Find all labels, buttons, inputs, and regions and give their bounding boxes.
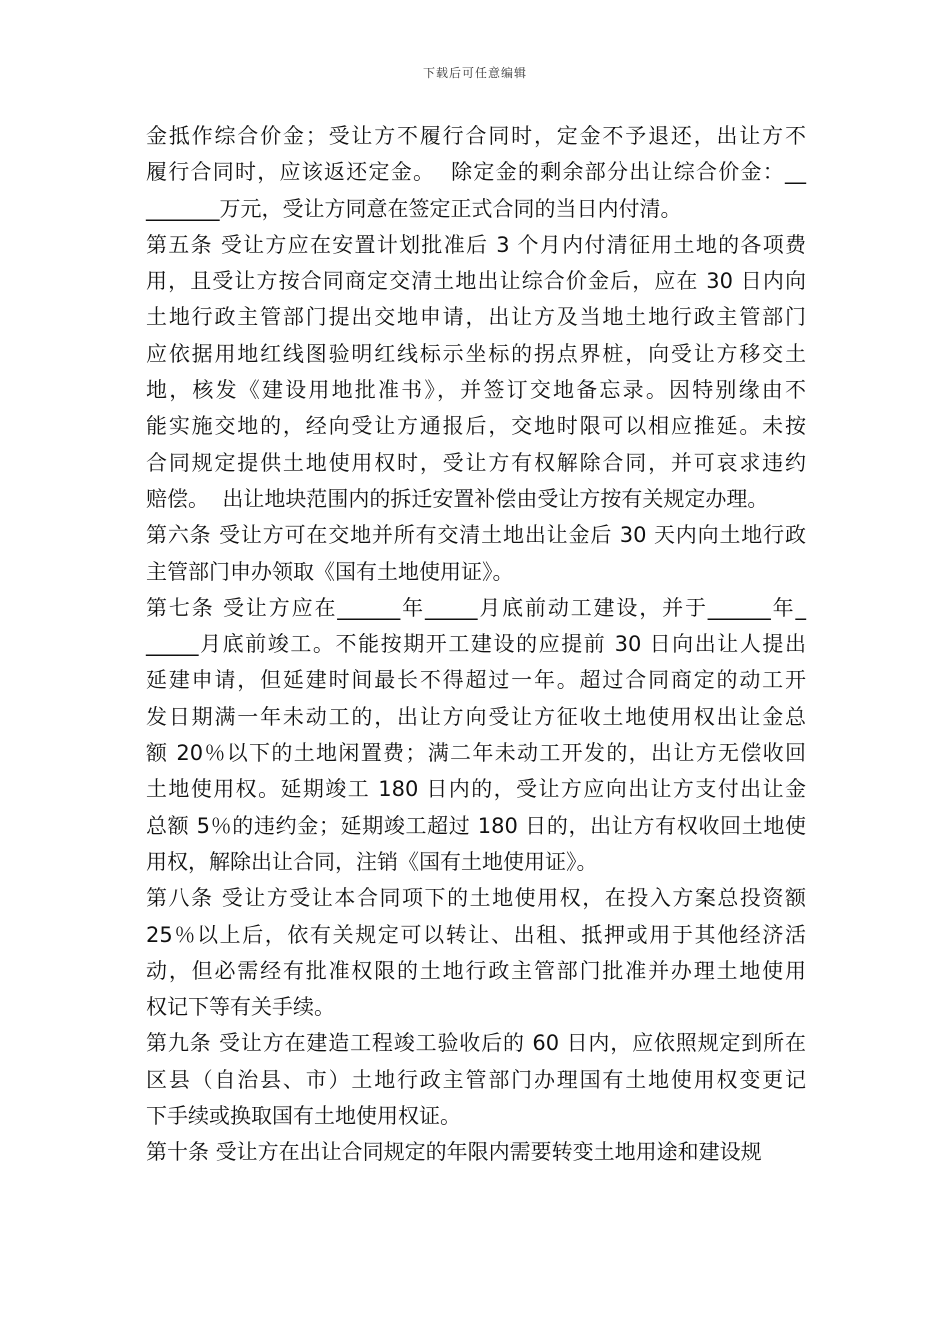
text-line: 应依据用地红线图验明红线标示坐标的拐点界桩，向受让方移交土 xyxy=(146,341,806,366)
text-line: 额 20％以下的土地闲置费；满二年未动工开发的，出让方无偿收回 xyxy=(146,741,806,766)
text-line: 土地行政主管部门提出交地申请，出让方及当地土地行政主管部门 xyxy=(146,305,806,330)
text-line: 第六条 受让方可在交地并所有交清土地出让金后 30 天内向土地行政 xyxy=(146,523,806,548)
text-line: _____月底前竣工。不能按期开工建设的应提前 30 日向出让人提出 xyxy=(146,632,806,657)
text-line: 地，核发《建设用地批准书》，并签订交地备忘录。因特别缘由不 xyxy=(146,378,806,403)
text-line: 权记下等有关手续。 xyxy=(146,995,335,1020)
text-line: 发日期满一年未动工的，出让方向受让方征收土地使用权出让金总 xyxy=(146,704,806,729)
page-header: 下载后可任意编辑 xyxy=(422,66,527,80)
text-line: 总额 5％的违约金；延期竣工超过 180 日的，出让方有权收回土地使 xyxy=(146,813,806,838)
text-line: 用，且受让方按合同商定交清土地出让综合价金后，应在 30 日内向 xyxy=(146,269,806,294)
text-line: _______万元，受让方同意在签定正式合同的当日内付清。 xyxy=(146,196,682,221)
text-line: 第十条 受让方在出让合同规定的年限内需要转变土地用途和建设规 xyxy=(146,1140,762,1165)
text-line: 第七条 受让方应在______年_____月底前动工建设，并于______年_ xyxy=(146,595,806,620)
text-line: 区县（自治县、市）土地行政主管部门办理国有土地使用权变更记 xyxy=(146,1067,806,1092)
text-line: 金抵作综合价金；受让方不履行合同时，定金不予退还，出让方不 xyxy=(146,124,806,148)
text-line: 土地使用权。延期竣工 180 日内的，受让方应向出让方支付出让金 xyxy=(146,777,806,802)
text-line: 下手续或换取国有土地使用权证。 xyxy=(146,1104,461,1129)
text-line: 第八条 受让方受让本合同项下的土地使用权，在投入方案总投资额 xyxy=(146,886,806,911)
document-body xyxy=(146,118,806,1171)
text-line: 履行合同时，应该返还定金。 除定金的剩余部分出让综合价金：__ xyxy=(146,160,806,185)
text-line: 延建申请，但延建时间最长不得超过一年。超过合同商定的动工开 xyxy=(146,668,806,693)
text-line: 第五条 受让方应在安置计划批准后 3 个月内付清征用土地的各项费 xyxy=(146,232,806,257)
text-line: 主管部门申办领取《国有土地使用证》。 xyxy=(146,559,514,584)
text-line: 合同规定提供土地使用权时，受让方有权解除合同，并可哀求违约 xyxy=(146,450,806,475)
text-line: 能实施交地的，经向受让方通报后，交地时限可以相应推延。未按 xyxy=(146,414,806,439)
text-line: 赔偿。 出让地块范围内的拆迁安置补偿由受让方按有关规定办理。 xyxy=(146,486,769,511)
text-line: 25％以上后，依有关规定可以转让、出租、抵押或用于其他经济活 xyxy=(146,922,806,947)
text-line: 用权，解除出让合同，注销《国有土地使用证》。 xyxy=(146,849,598,874)
text-line: 动，但必需经有批准权限的土地行政主管部门批准并办理土地使用 xyxy=(146,958,806,983)
text-line: 第九条 受让方在建造工程竣工验收后的 60 日内，应依照规定到所在 xyxy=(146,1031,806,1056)
